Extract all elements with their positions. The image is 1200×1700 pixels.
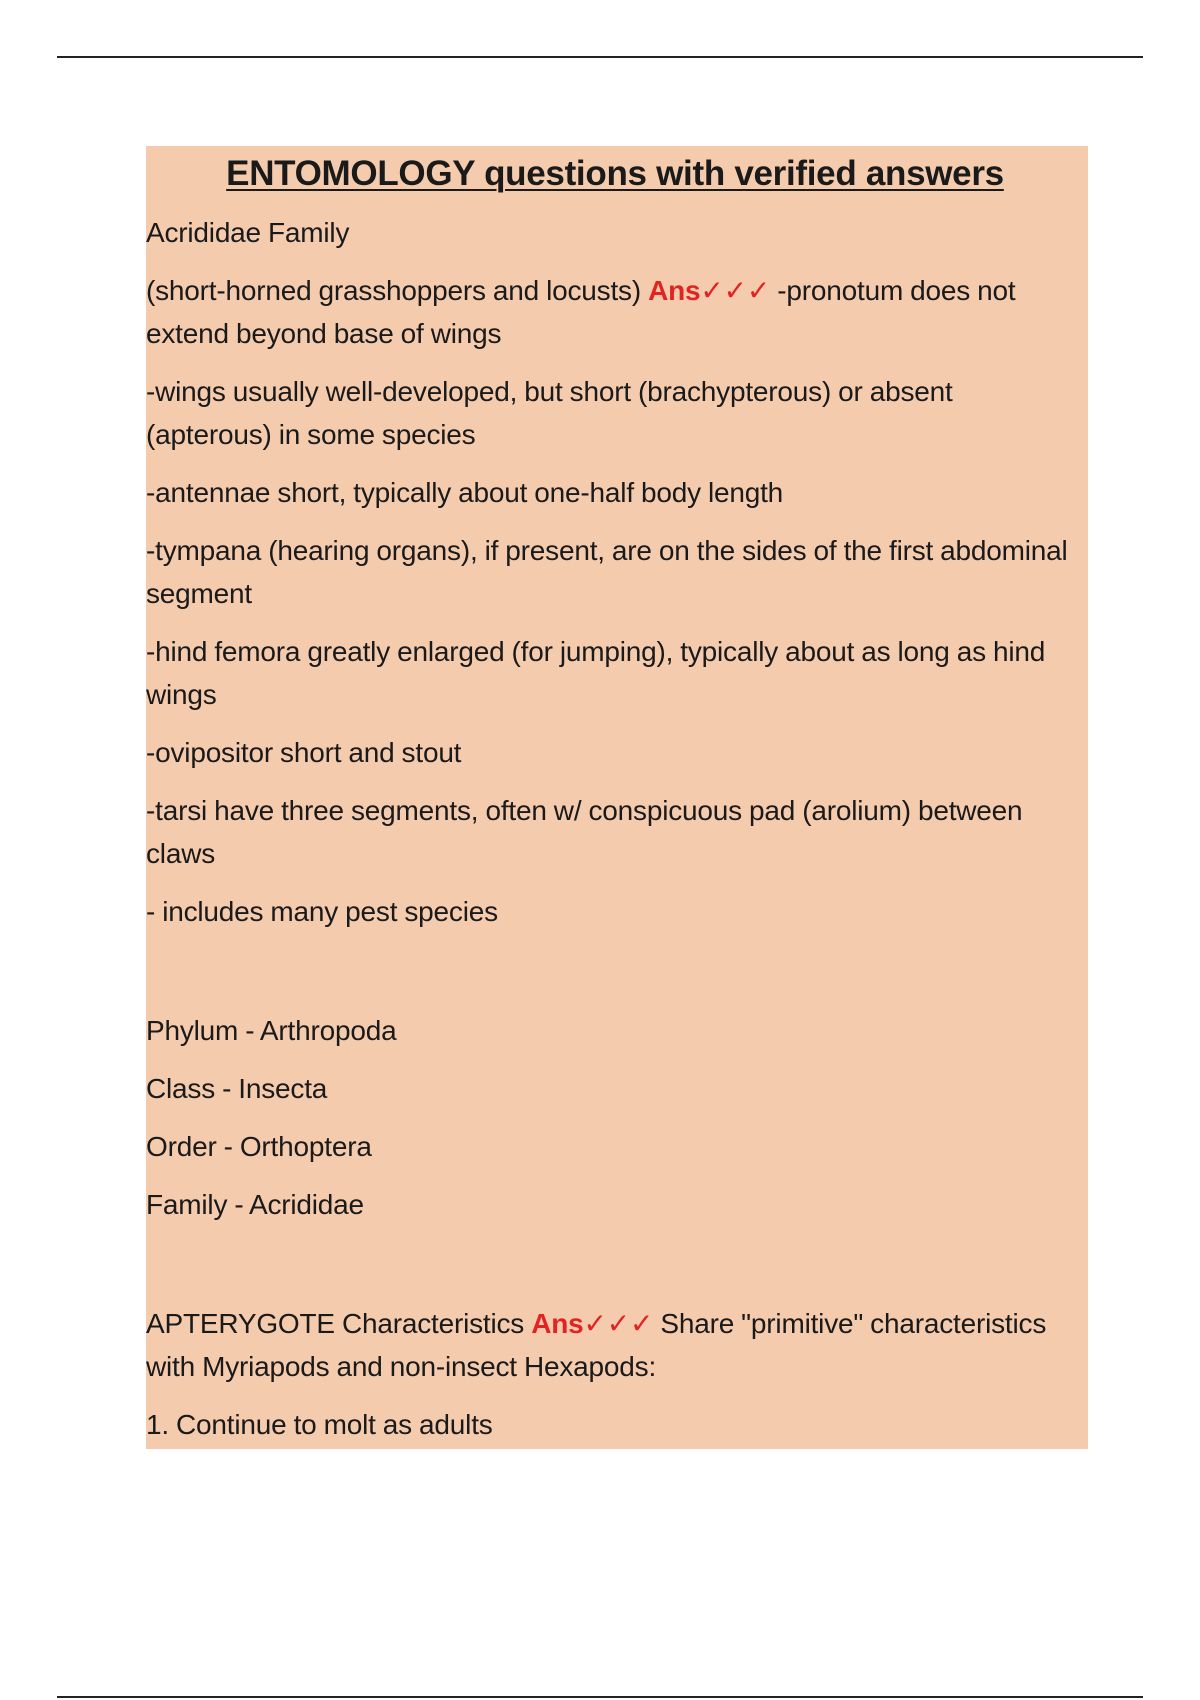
q1-heading: Acrididae Family <box>146 217 350 248</box>
list-item: -tympana (hearing organs), if present, are on the sides of the first abdominal segment <box>146 535 1068 609</box>
q2-question <box>146 1302 1084 1388</box>
list-item: - includes many pest species <box>146 896 498 927</box>
q2-question-text: APTERYGOTE Characteristics <box>146 1308 525 1339</box>
taxonomy-class: Class - Insecta <box>146 1073 328 1104</box>
document-body <box>146 146 1088 1449</box>
document-title: ENTOMOLOGY questions with verified answers <box>226 154 1004 193</box>
q1-answer-lead: -pronotum does not extend beyond base of wings <box>146 275 1016 349</box>
list-item: -tarsi have three segments, often w/ conspicuous pad (arolium) between claws <box>146 795 1023 869</box>
list-item: -hind femora greatly enlarged (for jumping), typically about as long as hind wings <box>146 636 1046 710</box>
list-item: 1. Continue to molt as adults <box>146 1409 493 1440</box>
taxonomy-phylum: Phylum - Arthropoda <box>146 1015 397 1046</box>
q1-question <box>146 269 1084 355</box>
q2-answer-lead: Share "primitive" characteristics with Myriapods and non-insect Hexapods: <box>146 1308 1047 1382</box>
answer-marker: Ans✓✓✓ <box>531 1308 654 1339</box>
list-item: -ovipositor short and stout <box>146 737 462 768</box>
list-item: -antennae short, typically about one-half body length <box>146 477 784 508</box>
taxonomy-family: Family - Acrididae <box>146 1189 364 1220</box>
q1-question-text: (short-horned grasshoppers and locusts) <box>146 275 641 306</box>
header-rule <box>57 56 1143 58</box>
taxonomy-order: Order - Orthoptera <box>146 1131 372 1162</box>
answer-marker: Ans✓✓✓ <box>648 275 771 306</box>
list-item: -wings usually well-developed, but short (brachypterous) or absent (apterous) in some species <box>146 376 953 450</box>
footer-rule <box>57 1696 1143 1698</box>
